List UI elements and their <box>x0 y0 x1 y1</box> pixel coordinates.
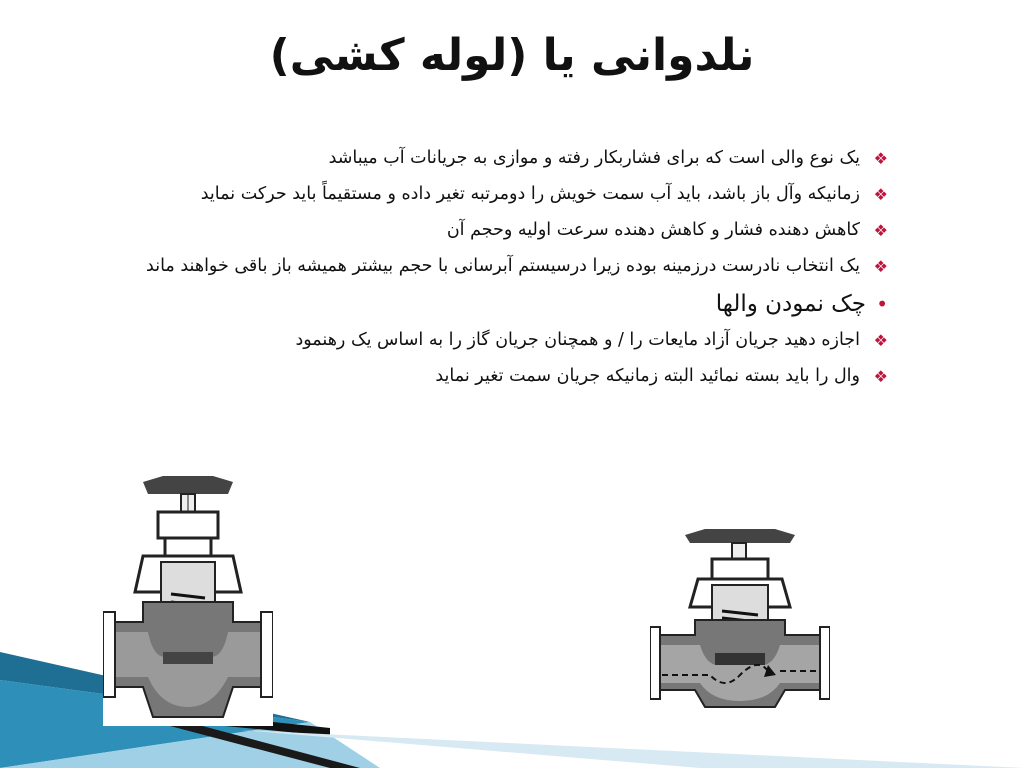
dot-bullet-icon: • <box>876 292 888 316</box>
bullet-text: اجازه دهید جریان آزاد مایعات را / و همچنان جریان گاز را به اساس یک رهنمود <box>295 330 860 350</box>
diamond-bullet-icon: ❖ <box>873 367 888 386</box>
diamond-bullet-icon: ❖ <box>873 221 888 240</box>
bullet-item <box>88 253 888 280</box>
bullet-item <box>88 363 888 390</box>
bullet-text: یک انتخاب نادرست درزمینه بوده زیرا درسیستم آبرسانی با حجم بیشتر همیشه باز باقی خواهند ماند <box>146 256 860 276</box>
bullet-item <box>88 145 888 172</box>
bullet-item <box>88 181 888 208</box>
diamond-bullet-icon: ❖ <box>873 149 888 168</box>
diamond-bullet-icon: ❖ <box>873 257 888 276</box>
globe-valve-diagram-right <box>650 525 830 710</box>
bullet-item <box>88 217 888 244</box>
bullet-item-heading <box>88 289 888 319</box>
bullet-text: وال را باید بسته نمائید البته زمانیکه جریان سمت تغیر نماید <box>435 366 860 386</box>
bullet-item <box>88 327 888 354</box>
diamond-bullet-icon: ❖ <box>873 331 888 350</box>
diamond-bullet-icon: ❖ <box>873 185 888 204</box>
bullet-text: زمانیکه وآل باز باشد، باید آب سمت خویش را دومرتبه تغیر داده و مستقیماً باید حرکت نماید <box>200 184 860 204</box>
slide-title: نلدوانی یا (لوله کشی) <box>269 30 755 81</box>
bullet-text: کاهش دهنده فشار و کاهش دهنده سرعت اولیه وحجم آن <box>446 220 860 240</box>
globe-valve-diagram-left <box>103 472 273 726</box>
bullet-list <box>88 145 888 399</box>
bullet-text: یک نوع والی است که برای فشاربکار رفته و موازی به جریانات آب میباشد <box>328 148 860 168</box>
bullet-text: چک نمودن والها <box>715 291 866 317</box>
